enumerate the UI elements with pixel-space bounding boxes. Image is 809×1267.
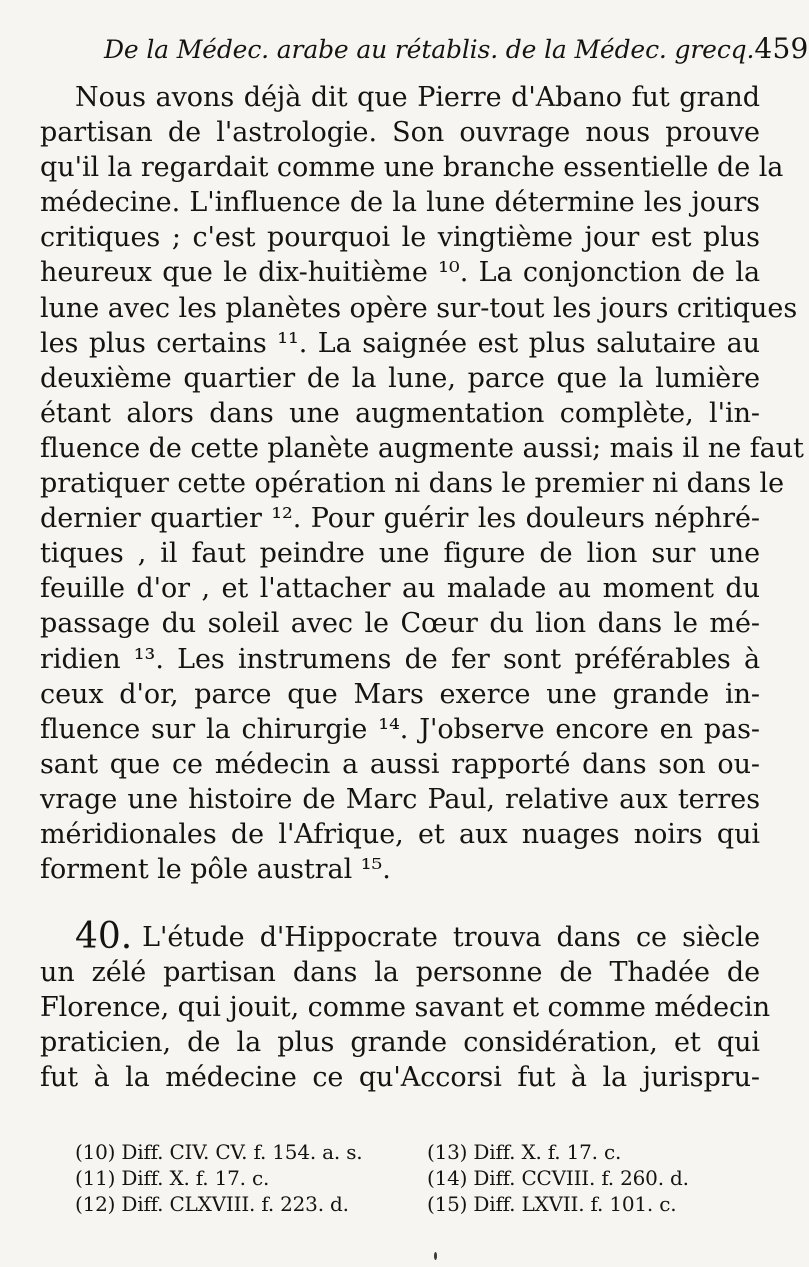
- text-line: partisan de l'astrologie. Son ouvrage nous prouve: [40, 117, 760, 149]
- text-line: étant alors dans une augmentation complète, l'in-: [40, 397, 760, 429]
- text-line: Florence, qui jouit, comme savant et comme médecin: [40, 992, 771, 1024]
- print-mark: [434, 1252, 437, 1260]
- text-line-content: L'étude d'Hippocrate trouva dans ce siècle: [142, 922, 760, 953]
- footnote: (10) Diff. CIV. CV. f. 154. a. s.: [75, 1140, 363, 1164]
- text-line: heureux que le dix-huitième ¹⁰. La conjonction de la: [40, 257, 760, 289]
- text-line: critiques ; c'est pourquoi le vingtième jour est plus: [40, 222, 760, 254]
- paragraph-hippocrates: [40, 916, 771, 1095]
- text-line: tiques , il faut peindre une figure de lion sur une: [40, 538, 760, 570]
- text-line: deuxième quartier de la lune, parce que la lumière: [40, 362, 760, 394]
- text-line: passage du soleil avec le Cœur du lion dans le mé-: [40, 608, 760, 640]
- footnote: (15) Diff. LXVII. f. 101. c.: [427, 1192, 677, 1216]
- paragraph-astrology: [40, 80, 804, 887]
- text-line: lune avec les planètes opère sur-tout les jours critiques: [40, 292, 798, 324]
- page-number: 459: [754, 32, 809, 65]
- text-line: praticien, de la plus grande considération, et qui: [40, 1027, 760, 1059]
- text-line-with-section-number: [40, 916, 760, 957]
- text-line: fut à la médecine ce qu'Accorsi fut à la jurispru-: [40, 1062, 760, 1094]
- text-line: médecine. L'influence de la lune détermine les jours: [40, 187, 760, 219]
- text-line: pratiquer cette opération ni dans le premier ni dans le: [40, 468, 785, 500]
- text-line: qu'il la regardait comme une branche essentielle de la: [40, 152, 784, 184]
- running-title: De la Médec. arabe au rétablis. de la Médec. grecq.: [104, 35, 755, 64]
- footnote: (12) Diff. CLXVIII. f. 223. d.: [75, 1192, 349, 1216]
- text-line: forment le pôle austral ¹⁵.: [40, 854, 391, 886]
- text-line: ridien ¹³. Les instrumens de fer sont préférables à: [40, 643, 760, 675]
- text-line: fluence sur la chirurgie ¹⁴. J'observe encore en pas-: [40, 713, 760, 745]
- footnote: (11) Diff. X. f. 17. c.: [75, 1166, 270, 1190]
- text-line: Nous avons déjà dit que Pierre d'Abano fut grand: [75, 82, 760, 113]
- footnote: (14) Diff. CCVIII. f. 260. d.: [427, 1166, 689, 1190]
- text-line: un zélé partisan dans la personne de Thadée de: [40, 957, 760, 989]
- text-line: sant que ce médecin a aussi rapporté dans son ou-: [40, 748, 760, 780]
- footnotes: [75, 1140, 745, 1217]
- footnote: (13) Diff. X. f. 17. c.: [427, 1140, 622, 1164]
- text-line: méridionales de l'Afrique, et aux nuages noirs qui: [40, 818, 760, 850]
- text-line: ceux d'or, parce que Mars exerce une grande in-: [40, 678, 760, 710]
- text-line: vrage une histoire de Marc Paul, relative aux terres: [40, 783, 760, 815]
- section-number: 40.: [75, 916, 133, 957]
- running-head: [104, 32, 809, 72]
- text-line: fluence de cette planète augmente aussi; mais il ne faut: [40, 432, 804, 464]
- text-line: les plus certains ¹¹. La saignée est plus salutaire au: [40, 327, 760, 359]
- text-line: dernier quartier ¹². Pour guérir les douleurs néphré-: [40, 503, 760, 535]
- text-line: feuille d'or , et l'attacher au malade au moment du: [40, 573, 760, 605]
